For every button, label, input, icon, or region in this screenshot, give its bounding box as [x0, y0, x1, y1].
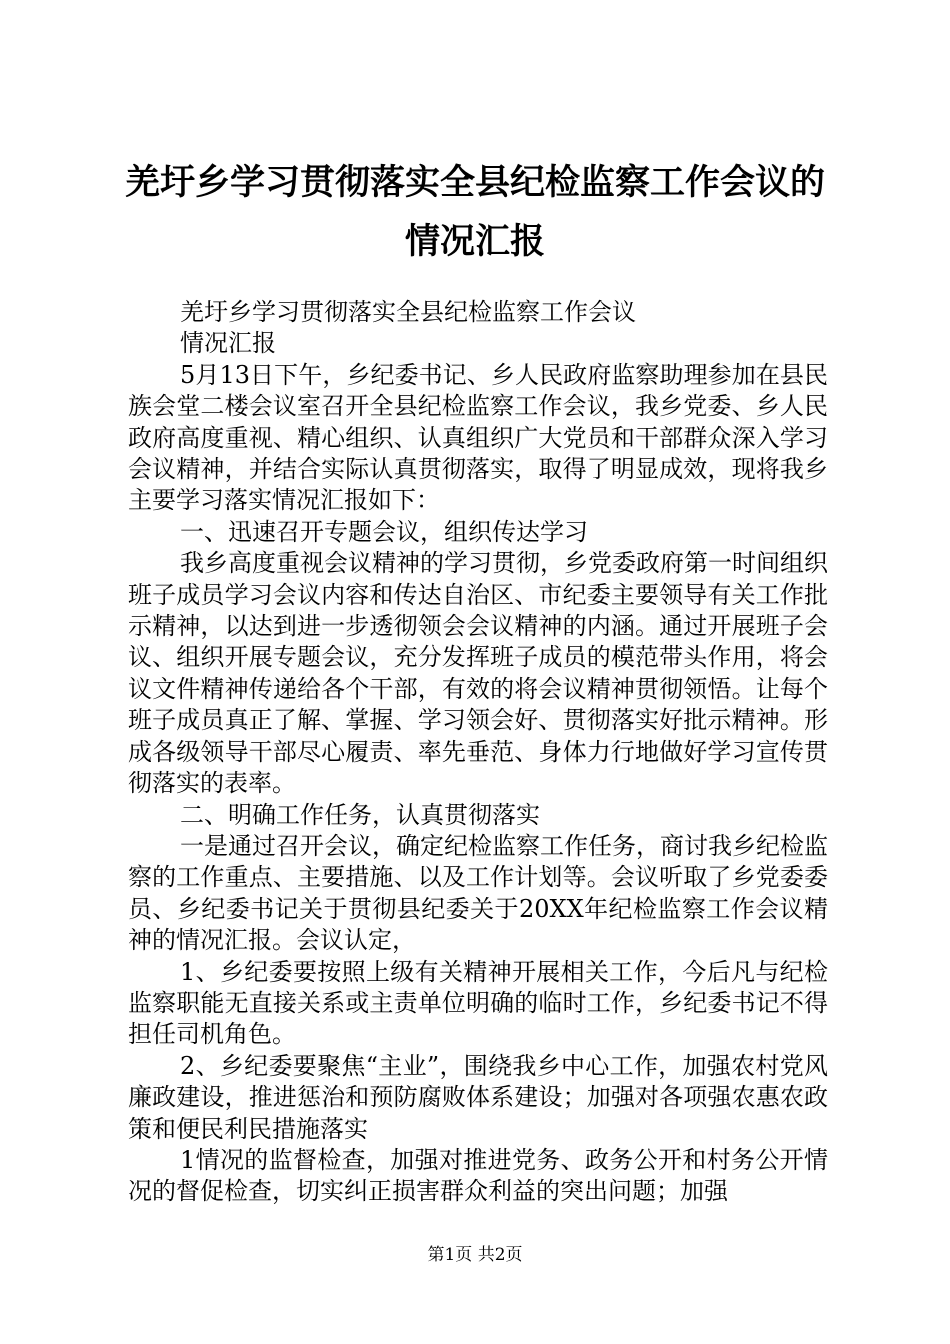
- subtitle-line-2: 情况汇报: [180, 329, 276, 358]
- subtitle-line-1: 羌圩乡学习贯彻落实全县纪检监察工作会议: [180, 298, 636, 326]
- continuation-paragraph: 1情况的监督检查，加强对推进党务、政务公开和村务公开情况的督促检查，切实纠正损害群众利益的突出问题；加强: [128, 1145, 828, 1206]
- list-item-2: 2、乡纪委要聚焦“主业”，围绕我乡中心工作，加强农村党风廉政建设，推进惩治和预防腐败体系建设；加强对各项强农惠农政策和便民利民措施落实: [128, 1051, 828, 1143]
- section-heading-1: 一、迅速召开专题会议，组织传达学习: [180, 517, 588, 546]
- document-body: [128, 297, 828, 1208]
- intro-paragraph: 5月13日下午，乡纪委书记、乡人民政府监察助理参加在县民族会堂二楼会议室召开全县纪检监察工作会议，我乡党委、乡人民政府高度重视、精心组织、认真组织广大党员和干部群众深入学习会议精神，并结合实际认真贯彻落实，取得了明显成效，现将我乡主要学习落实情况汇报如下：: [128, 360, 828, 515]
- section-1-paragraph: 我乡高度重视会议精神的学习贯彻，乡党委政府第一时间组织班子成员学习会议内容和传达自治区、市纪委主要领导有关工作批示精神，以达到进一步透彻领会会议精神的内涵。通过开展班子会议、组织开展专题会议，充分发挥班子成员的模范带头作用，将会议文件精神传递给各个干部，有效的将会议精神贯彻领悟。让每个班子成员真正了解、掌握、学习领会好、贯彻落实好批示精神。形成各级领导干部尽心履责、率先垂范、身体力行地做好学习宣传贯彻落实的表率。: [128, 549, 828, 798]
- section-2-paragraph: 一是通过召开会议，确定纪检监察工作任务，商讨我乡纪检监察的工作重点、主要措施、以及工作计划等。会议听取了乡党委委员、乡纪委书记关于贯彻县纪委关于20XX年纪检监察工作会议精神的情况汇报。会议认定，: [128, 831, 828, 955]
- document-title-line-2: 情况汇报: [404, 221, 545, 262]
- document-title-line-1: 羌圩乡学习贯彻落实全县纪检监察工作会议的: [124, 162, 825, 203]
- section-heading-2: 二、明确工作任务，认真贯彻落实: [180, 800, 540, 829]
- list-item-1: 1、乡纪委要按照上级有关精神开展相关工作，今后凡与纪检监察职能无直接关系或主责单位明确的临时工作，乡纪委书记不得担任司机角色。: [128, 957, 828, 1049]
- page-number-footer: 第1页 共2页: [427, 1245, 523, 1265]
